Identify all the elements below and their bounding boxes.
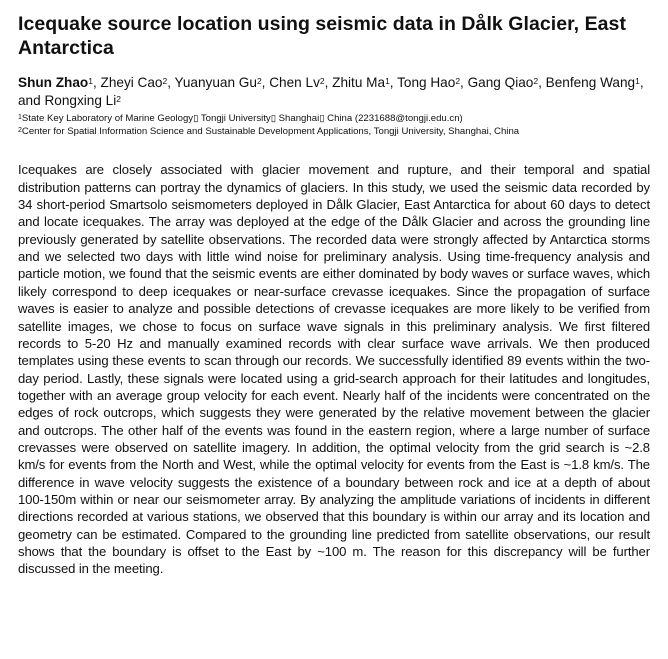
author: Shun Zhao$^1$, [18,75,101,90]
author: Zhitu Ma$^1$, [332,75,398,90]
author: Gang Qiao$^2$, [467,75,546,90]
author: Chen Lv$^2$, [269,75,333,90]
affiliation-2: $^2$Center for Spatial Information Science and Sustainable Development Applications, Tongji University, Shanghai, China [18,126,520,138]
abstract-body: Icequakes are closely associated with glacier movement and rupture, and their temporal and spatial distribution patterns can portray the dynamics of glaciers. In this study, we used the seismic data recorded by 34 short-period Smartsolo seismometers deployed in Dålk Glacier, East Antarctica for about 60 days to detect and locate icequakes. The array was deployed at the edge of the Dålk Glacier and across the grounding line previously generated by satellite observations. The recorded data were strongly affected by Antarctica storms and we selected two days with little wind noise for preliminary analysis. Using time-frequency analysis and particle motion, we found that the seismic events are either dominated by body waves or surface waves, which likely correspond to deep icequakes or near-surface crevasse icequakes. Since the propagation of surface waves is easier to analyze and possible detections of crevasse icequakes are more likely to be verified from satellite images, we chose to focus on surface wave signals in this preliminary analysis. We first filtered records to 5-20 Hz and manually examined records with clear surface wave arrivals. We then produced templates using these events to scan through our records. We successfully identified 89 events within the two-day period. Lastly, these signals were located using a grid-search approach for their latitudes and longitudes, together with an average group velocity for each event. Nearly half of the incidents were concentrated on the edges of rock outcrops, which suggests they were generated by the relative movement between the glacier and outcrops. The other half of the events was found in the eastern region, where a large number of surface crevasses were observed on satellite imagery. In addition, the optimal velocity from the grid search is ~2.8 km/s for events from the North and West, while the optimal velocity for events from the East is ~1.8 km/s. The difference in wave velocity suggests the existence of a boundary between rock and ice at a depth of about 100-150m within or near our seismometer array. By analyzing the amplitude variations of incidents in different directions recorded at various stations, we observed that this boundary is within our array and its location and geometry can be estimated. Compared to the grounding line predicted from satellite observations, our result shows that the boundary is offset to the East by ~100 m. The reason for this discrepancy will be further discussed in the meeting. [18,162,650,577]
author: Rongxing Li$^2$ [44,92,121,108]
author: Benfeng Wang$^1$, and [18,75,644,108]
author: Yuanyuan Gu$^2$, [174,75,270,90]
author: Zheyi Cao$^2$, [100,75,175,90]
paper-title: Icequake source location using seismic data in Dålk Glacier, East Antarctica [18,13,626,59]
affiliation-1: $^1$State Key Laboratory of Marine Geology▯ Tongji University▯ Shanghai▯ China (2231688@tongji.edu.cn) [18,113,463,124]
author: Tong Hao$^2$, [397,75,468,90]
author-list [18,74,650,109]
